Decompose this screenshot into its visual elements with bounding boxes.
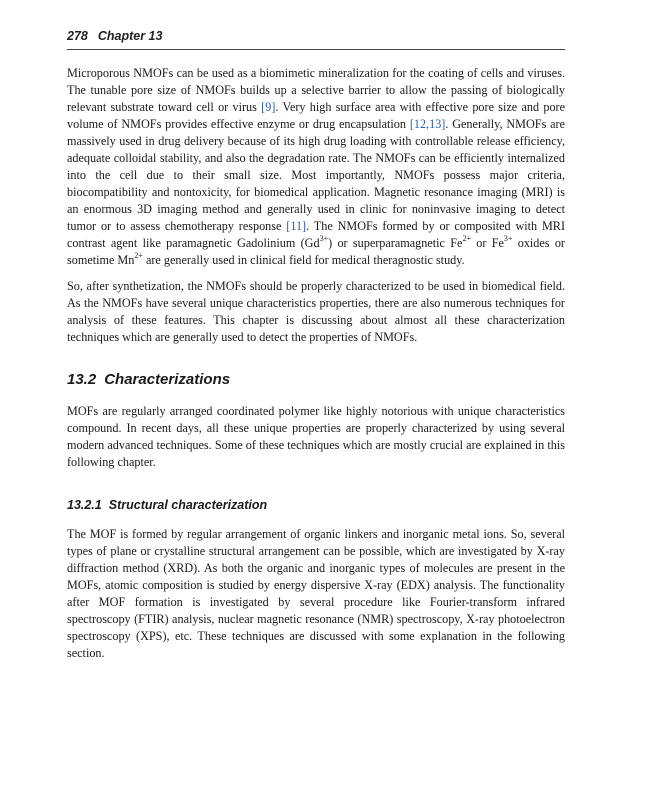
paragraph-mofs-overview: MOFs are regularly arranged coordinated polymer like highly notorious with unique characteristics compound. In recent days, all these unique properties are properly characterized by using several modern advanced techniques. Some of these techniques which are mostly crucial are explained in this following chapter. (67, 404, 565, 469)
text-run: . Very high surface area with effective pore size and pore volume of NMOFs provides effective enzyme or drug encapsulation (67, 100, 566, 131)
text-run: Microporous NMOFs can be used as a biomimetic mineralization for the coating of cells and viruses. The tunable pore size of NMOFs builds up a selective barrier to allow the passing of biologically relevant substrate toward cell or virus (67, 66, 565, 114)
page-number: 278 (67, 29, 88, 43)
subsection-title: Structural characterization (108, 498, 268, 512)
section-title: Characterizations (104, 371, 231, 388)
text-run: or Fe (470, 236, 504, 250)
text-run: . Generally, NMOFs are massively used in drug delivery because of its high drug loading with controllable release efficiency, adequate colloidal stability, and also the degradation rate. The NMOFs can be efficiently internalized into the cell due to their small size. Most importantly, NMOFs possess major criteria, biocompatibility and nontoxicity, for biomedical application. Magnetic resonance imaging (MRI) is an enormous 3D imaging method and generally used in clinic for noninvasive imaging to detect tumor or to assess chemotherapy response (67, 117, 566, 233)
citation-link[interactable]: [11] (286, 219, 307, 233)
citation-link[interactable]: [9] (261, 100, 276, 114)
text-run: . The NMOFs formed by or composited with MRI contrast agent like paramagnetic Gadolinium (Gd (67, 219, 565, 250)
paragraph-characterization-intro: So, after synthetization, the NMOFs should be properly characterized to be used in biomedical field. As the NMOFs have several unique characteristics properties, there are also numerous techniques for analysis of these features. This chapter is discussing about almost all these characterization techniques which are generally used to detect the properties of NMOFs. (67, 279, 565, 344)
text-run: oxides or sometime Mn (67, 236, 565, 267)
section-heading (67, 370, 565, 390)
citation-link[interactable]: [12,13] (409, 117, 446, 131)
subsection-heading (67, 497, 565, 514)
superscript-charge: 2+ (134, 250, 143, 260)
text-run: ) or superparamagnetic Fe (328, 236, 463, 250)
chapter-label: Chapter 13 (97, 29, 163, 43)
superscript-charge: 3+ (503, 233, 513, 243)
running-head (67, 28, 565, 50)
superscript-charge: 3+ (319, 233, 329, 243)
book-page (67, 28, 565, 662)
subsection-number: 13.2.1 (67, 498, 102, 512)
section-number: 13.2 (67, 371, 97, 388)
superscript-charge: 2+ (462, 233, 471, 243)
text-run: are generally used in clinical field for medical theragnostic study. (142, 253, 465, 267)
paragraph-nmof-applications (67, 65, 565, 269)
paragraph-structural-characterization: The MOF is formed by regular arrangement of organic linkers and inorganic metal ions. So, several types of plane or crystalline structural arrangement can be possible, which are investigated by X-ray diffraction method (XRD). As both the organic and inorganic types of molecules are present in the MOFs, atomic composition is studied by energy dispersive X-ray (EDX) analysis. The functionality after MOF formation is investigated by several procedure like Fourier-transform infrared spectroscopy (FTIR) analysis, nuclear magnetic resonance (NMR) spectroscopy, X-ray photoelectron spectroscopy (XPS), etc. These techniques are discussed with some explanation in the following section. (67, 527, 565, 660)
